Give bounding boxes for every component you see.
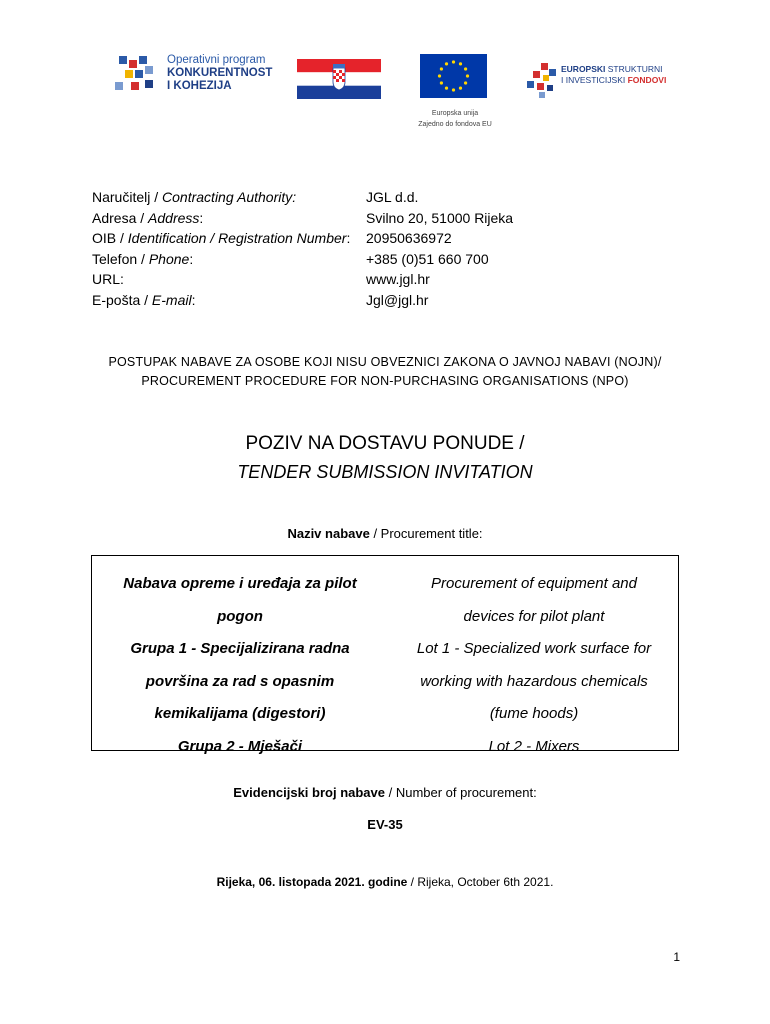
esi-funds-logo <box>527 61 687 101</box>
procurement-en-line: (fume hoods) <box>489 705 579 723</box>
title-hr: POZIV NA DOSTAVU PONUDE / <box>245 433 525 454</box>
procurement-label-en: / Procurement title: <box>369 526 483 541</box>
procurement-hr-line: Nabava opreme i uređaja za pilot <box>123 575 357 592</box>
procurement-en-line: Lot 2 - Mixers <box>488 737 580 755</box>
esi-line2-red: FONDOVI <box>627 75 667 85</box>
evidence-label-hr: Evidencijski broj nabave <box>233 785 385 800</box>
url-value[interactable]: www.jgl.hr <box>366 271 430 287</box>
contact-row-oib: OIB / Identification / Registration Number: 20950636972 <box>92 228 513 249</box>
op-mosaic-icon <box>115 54 161 96</box>
evidence-number: EV-35 <box>367 817 403 832</box>
croatian-flag-icon <box>297 59 381 99</box>
phone-label: Telefon / <box>92 250 149 267</box>
procurement-hr-column <box>92 568 388 764</box>
procurement-en-column <box>388 568 680 764</box>
title-en: TENDER SUBMISSION INVITATION <box>237 462 533 482</box>
evidence-label-en: / Number of procurement: <box>385 785 537 800</box>
procedure-line2: PROCUREMENT PROCEDURE FOR NON-PURCHASING ORGANISATIONS (NPO) <box>141 374 629 388</box>
procedure-line1: POSTUPAK NABAVE ZA OSOBE KOJI NISU OBVEZNICI ZAKONA O JAVNOJ NABAVI (NOJN)/ <box>108 355 662 369</box>
procurement-label-hr: Naziv nabave <box>287 526 370 541</box>
eu-caption <box>380 108 530 130</box>
address-label-en: Address <box>148 209 200 226</box>
esi-mosaic-icon <box>527 61 559 99</box>
eu-caption-line2: Zajedno do fondova EU <box>418 121 492 128</box>
procurement-en-line: devices for pilot plant <box>463 607 605 625</box>
eu-caption-line1: Europska unija <box>431 110 479 117</box>
date-en: / Rijeka, October 6th 2021. <box>407 875 554 889</box>
procurement-hr-line: pogon <box>217 607 263 625</box>
eu-flag-icon <box>420 54 487 98</box>
procurement-hr-line: Grupa 2 - Mješači <box>177 737 303 755</box>
url-label: URL: <box>92 271 124 287</box>
contact-row-url <box>92 269 513 290</box>
procurement-en-line: working with hazardous chemicals <box>420 672 648 690</box>
oib-label: OIB / <box>92 230 128 246</box>
op-logo-line1: Operativni program <box>167 54 266 66</box>
esi-line2-rest: I INVESTICIJSKI <box>561 75 628 85</box>
procurement-hr-line: Grupa 1 - Specijalizirana radna <box>130 640 350 658</box>
email-label: E-pošta / <box>92 291 152 308</box>
evidence-label <box>60 785 710 800</box>
contact-row-address: Adresa / Address: Svilno 20, 51000 Rijeka <box>92 208 513 229</box>
procurement-en-line: Lot 1 - Specialized work surface for <box>416 640 652 658</box>
contact-row-email: E-pošta / E-mail: Jgl@jgl.hr <box>92 290 513 311</box>
esi-line1-bold: EUROPSKI <box>561 64 606 74</box>
page-number: 1 <box>673 950 680 964</box>
contact-block <box>92 187 513 310</box>
address-label: Adresa / <box>92 209 149 226</box>
procurement-hr-line: kemikalijama (digestori) <box>154 705 326 723</box>
authority-value: JGL d.d. <box>366 189 419 205</box>
authority-label: Naručitelj / <box>92 189 163 205</box>
oib-label-en: Identification / Registration Number <box>127 230 347 246</box>
phone-label-en: Phone <box>148 250 190 267</box>
esi-line2 <box>561 75 666 86</box>
procedure-text <box>60 353 710 391</box>
procurement-en-line: Procurement of equipment and <box>431 575 637 592</box>
procurement-hr-line: površina za rad s opasnim <box>145 672 335 690</box>
op-logo-line3: I KOHEZIJA <box>167 80 232 92</box>
email-value[interactable]: Jgl@jgl.hr <box>366 291 429 308</box>
oib-value: 20950636972 <box>366 230 452 246</box>
op-logo <box>115 54 285 96</box>
contact-row-authority <box>92 187 513 208</box>
op-logo-line2: KONKURENTNOST <box>167 67 273 79</box>
procurement-title-label <box>60 526 710 541</box>
date-line <box>60 875 710 889</box>
phone-value: +385 (0)51 660 700 <box>366 250 489 267</box>
date-hr: Rijeka, 06. listopada 2021. godine <box>216 875 408 889</box>
esi-line1 <box>561 64 666 75</box>
procurement-title-box <box>91 555 679 755</box>
email-label-en: E-mail <box>151 291 192 308</box>
address-value: Svilno 20, 51000 Rijeka <box>366 209 514 226</box>
esi-line1-rest: STRUKTURNI <box>605 64 663 74</box>
authority-label-en: Contracting Authority: <box>162 189 297 205</box>
contact-row-phone: Telefon / Phone: +385 (0)51 660 700 <box>92 249 513 270</box>
